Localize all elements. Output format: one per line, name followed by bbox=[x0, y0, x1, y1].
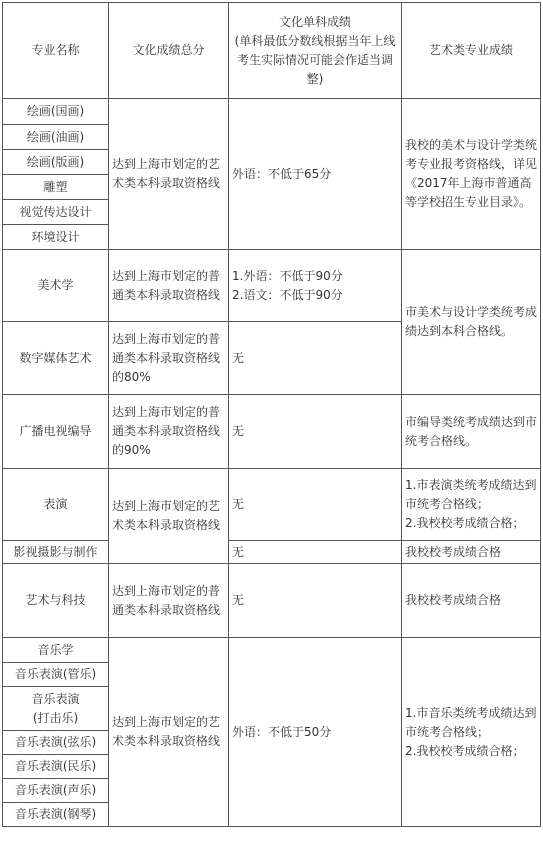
art-score-requirement: 1.市表演类统考成绩达到市统考合格线； 2.我校校考成绩合格； bbox=[402, 469, 541, 541]
total-score-requirement: 达到上海市划定的普通类本科录取资格线的90% bbox=[109, 395, 229, 469]
total-score-requirement: 达到上海市划定的艺术类本科录取资格线 bbox=[109, 99, 229, 250]
total-score-requirement: 达到上海市划定的艺术类本科录取资格线 bbox=[109, 638, 229, 827]
major-name: 影视摄影与制作 bbox=[3, 541, 109, 564]
total-score-requirement: 达到上海市划定的普通类本科录取资格线 bbox=[109, 250, 229, 322]
table-row bbox=[3, 469, 541, 541]
single-subject-requirement: 无 bbox=[229, 322, 402, 395]
single-subject-requirement: 外语：不低于65分 bbox=[229, 99, 402, 250]
major-name: 环境设计 bbox=[3, 225, 109, 250]
header-single-subject: 文化单科成绩 (单科最低分数线根据当年上线考生实际情况可能会作适当调整) bbox=[229, 3, 402, 99]
total-score-requirement: 达到上海市划定的普通类本科录取资格线的80% bbox=[109, 322, 229, 395]
major-name: 音乐学 bbox=[3, 638, 109, 663]
major-name: 音乐表演(钢琴) bbox=[3, 803, 109, 827]
art-score-requirement: 我校校考成绩合格 bbox=[402, 564, 541, 638]
major-name: 绘画(油画) bbox=[3, 125, 109, 150]
art-score-requirement: 我校校考成绩合格 bbox=[402, 541, 541, 564]
major-name: 视觉传达设计 bbox=[3, 200, 109, 225]
total-score-requirement: 达到上海市划定的艺术类本科录取资格线 bbox=[109, 469, 229, 564]
major-name: 音乐表演(声乐) bbox=[3, 779, 109, 803]
major-name: 广播电视编导 bbox=[3, 395, 109, 469]
major-name: 音乐表演(民乐) bbox=[3, 755, 109, 779]
art-score-requirement: 我校的美术与设计学类统考专业报考资格线，详见《2017年上海市普通高等学校招生专业目录》。 bbox=[402, 99, 541, 250]
major-name: 表演 bbox=[3, 469, 109, 541]
art-score-requirement: 1.市音乐类统考成绩达到市统考合格线； 2.我校校考成绩合格； bbox=[402, 638, 541, 827]
header-major: 专业名称 bbox=[3, 3, 109, 99]
table-row bbox=[3, 250, 541, 322]
single-subject-requirement: 无 bbox=[229, 395, 402, 469]
major-name: 音乐表演 (打击乐) bbox=[3, 687, 109, 731]
major-name: 雕塑 bbox=[3, 175, 109, 200]
major-name: 数字媒体艺术 bbox=[3, 322, 109, 395]
single-subject-requirement: 无 bbox=[229, 541, 402, 564]
table-row bbox=[3, 99, 541, 125]
major-name: 绘画(国画) bbox=[3, 99, 109, 125]
table-row bbox=[3, 638, 541, 663]
total-score-requirement: 达到上海市划定的普通类本科录取资格线 bbox=[109, 564, 229, 638]
major-name: 音乐表演(弦乐) bbox=[3, 731, 109, 755]
table-row bbox=[3, 541, 541, 564]
header-row bbox=[3, 3, 541, 99]
admission-requirements-table bbox=[2, 2, 541, 827]
major-name: 美术学 bbox=[3, 250, 109, 322]
major-name: 音乐表演(管乐) bbox=[3, 663, 109, 687]
single-subject-requirement: 无 bbox=[229, 564, 402, 638]
art-score-requirement: 市美术与设计学类统考成绩达到本科合格线。 bbox=[402, 250, 541, 395]
header-art-score: 艺术类专业成绩 bbox=[402, 3, 541, 99]
table-row bbox=[3, 564, 541, 638]
single-subject-requirement: 无 bbox=[229, 469, 402, 541]
single-subject-requirement: 外语：不低于50分 bbox=[229, 638, 402, 827]
table-row bbox=[3, 395, 541, 469]
single-subject-requirement: 1.外语：不低于90分 2.语文：不低于90分 bbox=[229, 250, 402, 322]
major-name: 艺术与科技 bbox=[3, 564, 109, 638]
header-total-score: 文化成绩总分 bbox=[109, 3, 229, 99]
art-score-requirement: 市编导类统考成绩达到市统考合格线。 bbox=[402, 395, 541, 469]
major-name: 绘画(版画) bbox=[3, 150, 109, 175]
